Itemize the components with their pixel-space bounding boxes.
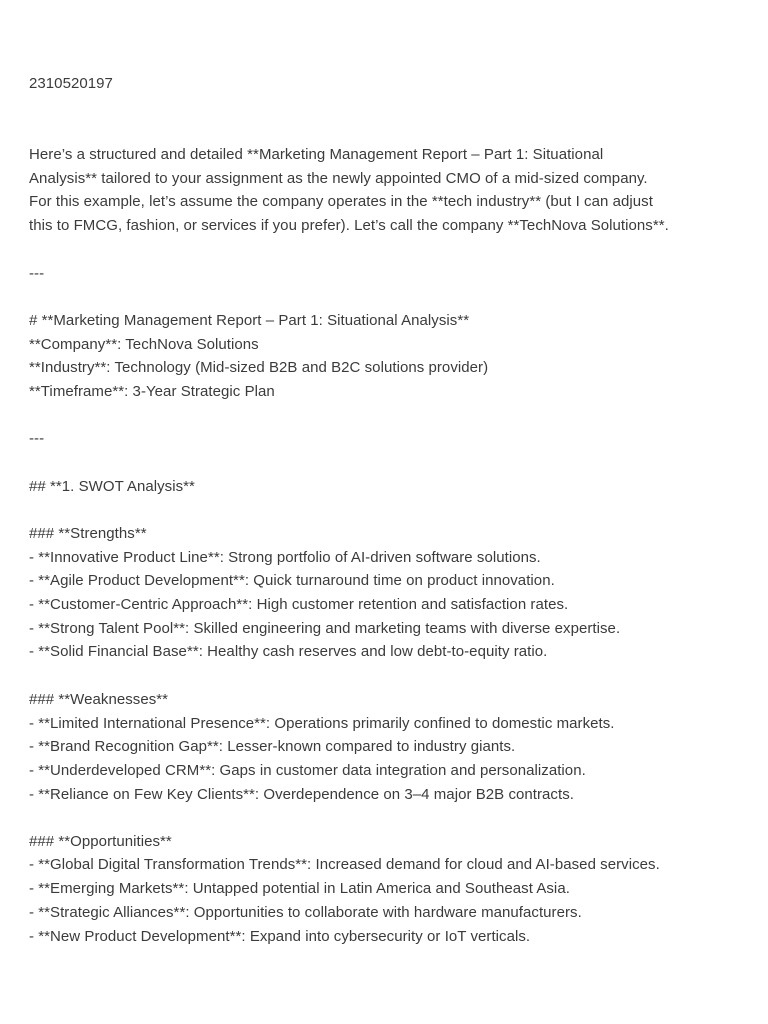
intro-line-1: Here’s a structured and detailed **Marketing Management Report – Part 1: Situational: [29, 146, 604, 163]
intro-line-3: For this example, let’s assume the company operates in the **tech industry** (but I can adjust: [29, 193, 653, 210]
weakness-item: - **Reliance on Few Key Clients**: Overdependence on 3–4 major B2B contracts.: [29, 786, 574, 803]
intro-line-4: this to FMCG, fashion, or services if you prefer). Let’s call the company **TechNova Solutions**.: [29, 217, 669, 234]
weaknesses-heading: ### **Weaknesses**: [29, 691, 169, 708]
id-number: 2310520197: [29, 75, 113, 92]
industry-line: **Industry**: Technology (Mid-sized B2B and B2C solutions provider): [29, 359, 489, 376]
weakness-item: - **Brand Recognition Gap**: Lesser-known compared to industry giants.: [29, 738, 516, 755]
swot-heading: ## **1. SWOT Analysis**: [29, 478, 195, 495]
report-heading: # **Marketing Management Report – Part 1: Situational Analysis**: [29, 312, 470, 329]
company-line: **Company**: TechNova Solutions: [29, 336, 259, 353]
separator: ---: [29, 265, 45, 282]
strength-item: - **Innovative Product Line**: Strong portfolio of AI-driven software solutions.: [29, 549, 541, 566]
opportunity-item: - **Global Digital Transformation Trends**: Increased demand for cloud and AI-based services.: [29, 856, 660, 873]
timeframe-line: **Timeframe**: 3-Year Strategic Plan: [29, 383, 275, 400]
opportunity-item: - **Strategic Alliances**: Opportunities to collaborate with hardware manufacturers.: [29, 904, 582, 921]
strength-item: - **Strong Talent Pool**: Skilled engineering and marketing teams with diverse expertise.: [29, 620, 621, 637]
weakness-item: - **Underdeveloped CRM**: Gaps in customer data integration and personalization.: [29, 762, 586, 779]
strength-item: - **Agile Product Development**: Quick turnaround time on product innovation.: [29, 572, 555, 589]
strength-item: - **Customer-Centric Approach**: High customer retention and satisfaction rates.: [29, 596, 569, 613]
intro-line-2: Analysis** tailored to your assignment as the newly appointed CMO of a mid-sized company.: [29, 170, 648, 187]
weakness-item: - **Limited International Presence**: Operations primarily confined to domestic markets.: [29, 715, 615, 732]
strength-item: - **Solid Financial Base**: Healthy cash reserves and low debt-to-equity ratio.: [29, 643, 548, 660]
opportunities-heading: ### **Opportunities**: [29, 833, 172, 850]
opportunity-item: - **Emerging Markets**: Untapped potential in Latin America and Southeast Asia.: [29, 880, 570, 897]
strengths-heading: ### **Strengths**: [29, 525, 147, 542]
separator: ---: [29, 430, 45, 447]
opportunity-item: - **New Product Development**: Expand into cybersecurity or IoT verticals.: [29, 928, 531, 945]
